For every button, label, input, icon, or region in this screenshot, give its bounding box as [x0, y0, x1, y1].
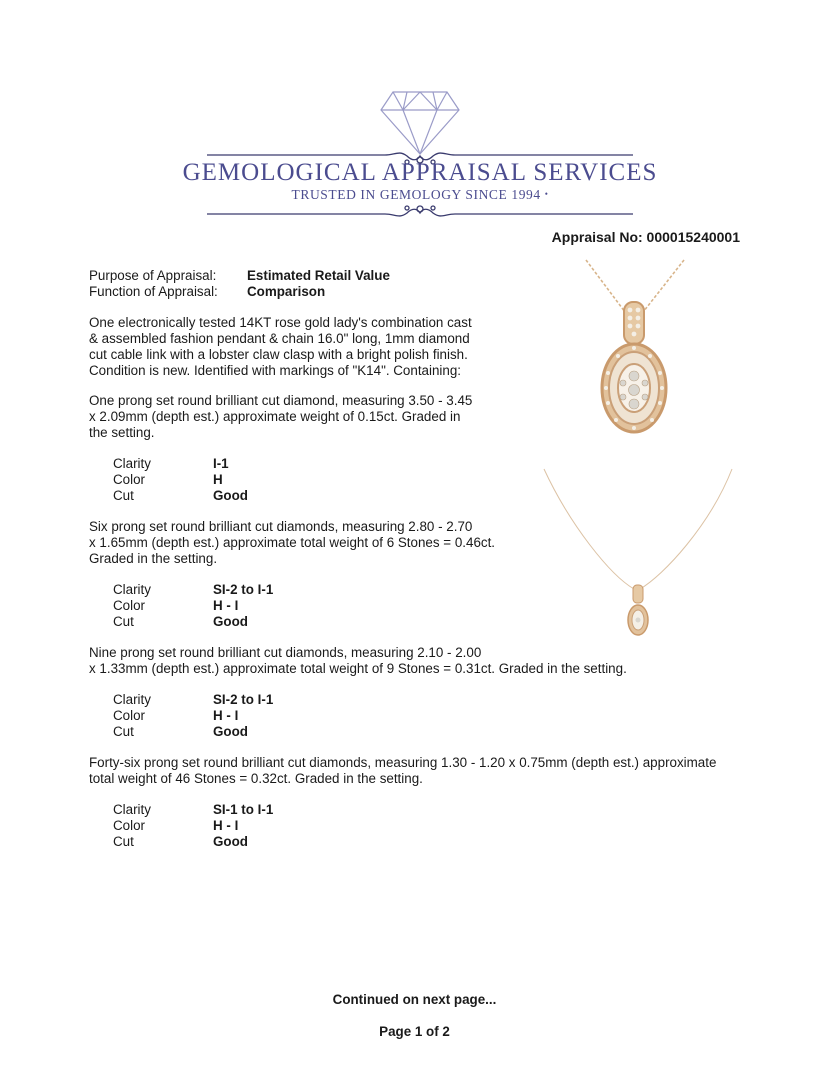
- stone-description-2: [89, 519, 559, 567]
- grade-value-clarity: SI-2 to I-1: [213, 582, 274, 597]
- tagline-mark: •: [544, 189, 549, 199]
- grade-label-clarity: Clarity: [113, 692, 151, 707]
- grade-label-cut: Cut: [113, 488, 134, 503]
- grade-value-clarity: I-1: [213, 456, 229, 471]
- grade-value-color: H - I: [213, 818, 239, 833]
- grade-label-color: Color: [113, 598, 145, 613]
- stone-line: Forty-six prong set round brilliant cut diamonds, measuring 1.30 - 1.20 x 0.75mm (depth est.) approximate: [89, 755, 717, 770]
- stone-line: Six prong set round brilliant cut diamonds, measuring 2.80 - 2.70: [89, 519, 473, 534]
- grade-label-color: Color: [113, 708, 145, 723]
- grade-label-cut: Cut: [113, 834, 134, 849]
- description-line: & assembled fashion pendant & chain 16.0" long, 1mm diamond: [89, 331, 470, 346]
- grade-value-cut: Good: [213, 488, 248, 503]
- grade-value-cut: Good: [213, 834, 248, 849]
- stone-line: Nine prong set round brilliant cut diamonds, measuring 2.10 - 2.00: [89, 645, 482, 660]
- item-description: [89, 315, 549, 379]
- stone-description-4: [89, 755, 789, 787]
- description-line: cut cable link with a lobster claw clasp with a bright polish finish.: [89, 347, 468, 362]
- stone-line: Graded in the setting.: [89, 551, 218, 566]
- grade-label-cut: Cut: [113, 724, 134, 739]
- logo-bottom-divider: [207, 204, 633, 224]
- company-name: [180, 159, 660, 187]
- stone-line: x 1.33mm (depth est.) approximate total weight of 9 Stones = 0.31ct. Graded in the setting.: [89, 661, 627, 676]
- pendant-closeup-photo: [578, 258, 690, 438]
- purpose-label: Purpose of Appraisal:: [89, 268, 217, 283]
- stone-description-1: [89, 393, 549, 441]
- grade-value-color: H - I: [213, 708, 239, 723]
- stone-line: x 2.09mm (depth est.) approximate weight of 0.15ct. Graded in: [89, 409, 461, 424]
- grade-label-color: Color: [113, 818, 145, 833]
- grade-label-cut: Cut: [113, 614, 134, 629]
- grade-label-clarity: Clarity: [113, 802, 151, 817]
- function-label: Function of Appraisal:: [89, 284, 218, 299]
- grade-value-color: H: [213, 472, 223, 487]
- grade-label-clarity: Clarity: [113, 456, 151, 471]
- stone-line: x 1.65mm (depth est.) approximate total weight of 6 Stones = 0.46ct.: [89, 535, 496, 550]
- grade-value-cut: Good: [213, 724, 248, 739]
- grade-value-color: H - I: [213, 598, 239, 613]
- page-number: Page 1 of 2: [379, 1024, 450, 1039]
- description-line: One electronically tested 14KT rose gold lady's combination cast: [89, 315, 472, 330]
- stone-line: total weight of 46 Stones = 0.32ct. Graded in the setting.: [89, 771, 423, 786]
- necklace-full-photo: [540, 465, 736, 640]
- grade-value-clarity: SI-2 to I-1: [213, 692, 274, 707]
- purpose-value: Estimated Retail Value: [247, 268, 390, 283]
- stone-description-3: [89, 645, 709, 677]
- continued-notice: Continued on next page...: [332, 992, 497, 1007]
- company-name-text: GEMOLOGICAL APPRAISAL SERVICES: [182, 159, 658, 186]
- stone-line: the setting.: [89, 425, 155, 440]
- function-value: Comparison: [247, 284, 326, 299]
- tagline-text: TRUSTED IN GEMOLOGY SINCE 1994: [291, 187, 541, 202]
- description-line: Condition is new. Identified with markings of "K14". Containing:: [89, 363, 462, 378]
- appraisal-number: Appraisal No: 000015240001: [551, 229, 740, 245]
- grade-value-cut: Good: [213, 614, 248, 629]
- company-tagline: [180, 187, 660, 203]
- diamond-logo-icon: [379, 90, 461, 156]
- grade-value-clarity: SI-1 to I-1: [213, 802, 274, 817]
- grade-label-clarity: Clarity: [113, 582, 151, 597]
- stone-line: One prong set round brilliant cut diamond, measuring 3.50 - 3.45: [89, 393, 473, 408]
- grade-label-color: Color: [113, 472, 145, 487]
